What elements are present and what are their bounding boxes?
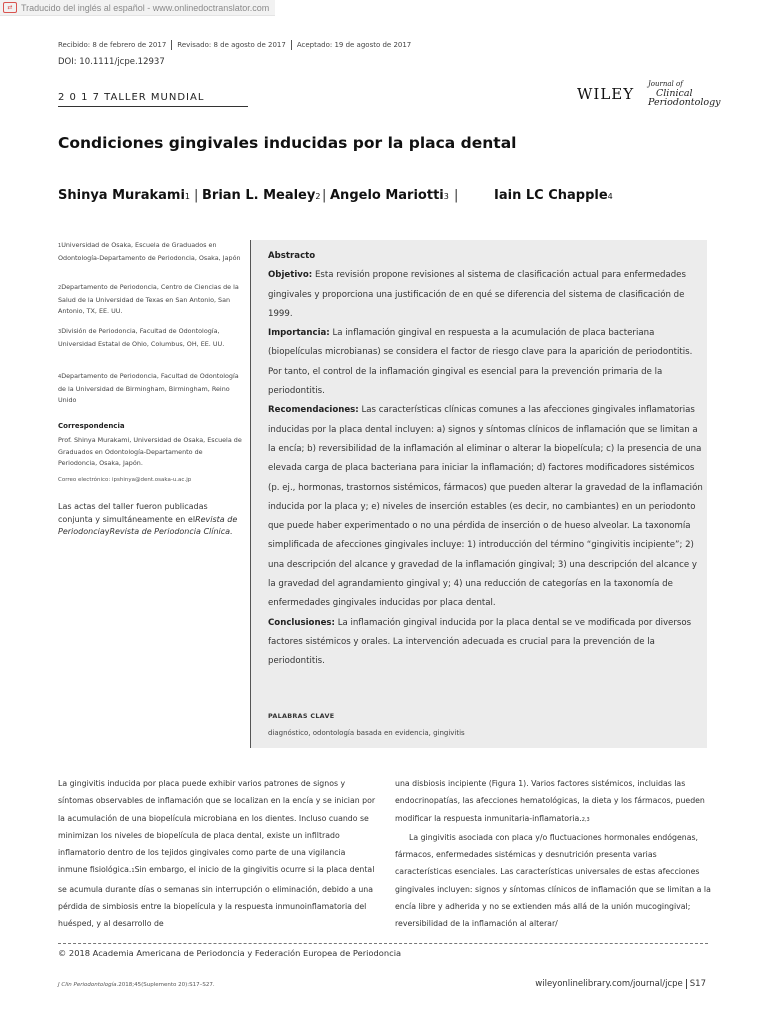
journal-logo-line1: Journal of: [648, 80, 683, 88]
citation-ref[interactable]: 1: [131, 868, 135, 875]
doi: DOI: 10.1111/jcpe.12937: [58, 57, 165, 67]
abstract-text: La inflamación gingival en respuesta a la acumulación de placa bacteriana (biopelículas microbianas) se considera el factor de riesgo clave para la aparición de periodontitis. Por tanto, el control de la inflamación gingival es esencial para la prevención primaria de la periodontitis.: [268, 328, 693, 397]
author-separator: |: [454, 188, 459, 203]
body-column-right: [395, 775, 713, 933]
abstract-recommendations: [268, 401, 704, 613]
author-1: [58, 188, 190, 203]
author-affil-num: 1: [184, 192, 190, 201]
article-dates: [58, 40, 416, 50]
affiliation-num: 2: [58, 285, 62, 291]
keywords-heading: PALABRAS CLAVE: [268, 712, 335, 720]
author-name: Iain LC Chapple: [494, 188, 608, 203]
article-title: Condiciones gingivales inducidas por la placa dental: [58, 134, 517, 152]
citation-ref[interactable]: 2,3: [581, 816, 590, 823]
translate-icon: ⇄: [3, 2, 17, 13]
citation-journal: J Clin Periodontología: [58, 982, 117, 988]
author-3: [330, 188, 449, 203]
keywords: diagnóstico, odontología basada en evidencia, gingivitis: [268, 729, 465, 737]
correspondence-email[interactable]: Correo electrónico: ipshinya@dent.osaka-u.ac.jp: [58, 477, 192, 483]
body-text: La gingivitis asociada con placa y/o fluctuaciones hormonales endógenas, fármacos, enfermedades sistémicas y desnutrición presenta varias características esenciales. Las características universales de estas afecciones gingivales incluyen: signos y síntomas clínicos de inflamación que se limitan a la encía libre y adherida y no se extienden más allá de la unión mucogingival; reversibilidad de la inflamación al alterar/: [395, 832, 711, 929]
abstract-text: Las características clínicas comunes a las afecciones gingivales inflamatorias inducidas por la placa dental incluyen: a) signos y síntomas clínicos de inflamación que se limitan a la encía; b) reversibilidad de la inflamación al eliminar o alterar la biopelícula; c) la presencia de una elevada carga de placa bacteriana para iniciar la inflamación; d) factores modificadores sistémicos (p. ej., hormonas, trastornos sistémicos, fármacos) que pueden alterar la gravedad de la inflamación inducida por la placa y; e) niveles de inserción estables (es decir, no cambiantes) en un periodonto que puede haber experimentado o no una pérdida de inserción o de hueso alveolar. La taxonomía simplificada de afecciones gingivales incluye: 1) introducción del término “gingivitis incipiente”; 2) una descripción del alcance y gravedad de la inflamación gingival; 3) una descripción del alcance y la gravedad del agrandamiento gingival y; 4) una reducción de categorías en la taxonomía de enfermedades gingivales inducidas por placa dental.: [268, 405, 703, 609]
abstract-content: [268, 247, 704, 672]
site-link[interactable]: wileyonlinelibrary.com/journal/jcpe: [535, 979, 683, 989]
author-affil-num: 3: [443, 192, 449, 201]
abstract-label: Recomendaciones:: [268, 405, 359, 416]
proceedings-journal-1: Revista de Periodoncia: [58, 514, 238, 537]
affiliation-3: [58, 326, 243, 350]
affiliation-4: [58, 371, 243, 407]
author-name: Angelo Mariotti: [330, 188, 444, 203]
proceedings-text: Las actas del taller fueron publicadas conjunta y simultáneamente en el: [58, 502, 208, 524]
publisher-logo: WILEY: [577, 85, 635, 103]
proceedings-journal-2: Revista de Periodoncia Clínica.: [109, 527, 233, 537]
affiliation-num: 4: [58, 374, 62, 380]
author-name: Shinya Murakami: [58, 188, 185, 203]
body-text: Sin embargo, el inicio de la gingivitis ocurre si la placa dental se acumula durante días o semanas sin interrupción o eliminación, debido a una pérdida de simbiosis entre la biopelícula y la respuesta inmunoinflamatoria del huésped, y al desarrollo de: [58, 865, 375, 929]
footer-site: [535, 979, 706, 989]
revised-date: Revisado: 8 de agosto de 2017: [171, 40, 291, 50]
received-date: Recibido: 8 de febrero de 2017: [58, 41, 167, 49]
journal-logo: [648, 80, 721, 107]
author-list: [58, 188, 618, 206]
affiliation-num: 3: [58, 329, 62, 335]
abstract-label: Objetivo:: [268, 270, 313, 281]
affiliation-text: División de Periodoncia, Facultad de Odontología, Universidad Estatal de Ohio, Columbus, OH, EE. UU.: [58, 327, 225, 348]
correspondence-body: Prof. Shinya Murakami, Universidad de Osaka, Escuela de Graduados en Odontología-Departamento de Periodoncia, Osaka, Japón.: [58, 436, 242, 467]
affiliation-text: Departamento de Periodoncia, Centro de Ciencias de la Salud de la Universidad de Texas en San Antonio, San Antonio, TX, EE. UU.: [58, 283, 239, 315]
abstract-objective: [268, 266, 704, 324]
citation: [58, 982, 215, 988]
citation-details: .2018;45(Suplemento 20):S17–S27.: [116, 982, 215, 988]
copyright: © 2018 Academia Americana de Periodoncia y Federación Europea de Periodoncia: [58, 948, 402, 958]
proceedings-note: [58, 501, 243, 539]
body-text: una disbiosis incipiente (Figura 1). Varios factores sistémicos, incluidas las endocrinopatías, las afecciones hematológicas, la dieta y los fármacos, pueden modificar la respuesta inmunitaria-inflamatoria.: [395, 779, 705, 823]
footer-divider: [58, 943, 708, 944]
author-name: Brian L. Mealey: [202, 188, 316, 203]
translator-banner[interactable]: [0, 0, 275, 16]
body-text: La gingivitis inducida por placa puede exhibir varios patrones de signos y síntomas observables de inflamación que se localizan en la encía y se inician por la acumulación de una biopelícula microbiana en los dientes. Incluso cuando se minimizan los niveles de biopelícula de placa dental, existe un infiltrado inflamatorio dentro de los tejidos gingivales como parte de una vigilancia inmune fisiológica.: [58, 779, 376, 875]
translator-link[interactable]: Traducido del inglés al español - www.onlinedoctranslator.com: [21, 2, 270, 13]
author-affil-num: 2: [315, 192, 321, 201]
journal-logo-line3: Periodontology: [648, 97, 721, 108]
journal-logo-line2: Clinical: [656, 88, 693, 99]
author-2: [202, 188, 320, 203]
proceedings-and: y: [104, 527, 110, 537]
abstract-label: Importancia:: [268, 328, 330, 339]
affiliation-1: [58, 240, 243, 264]
accepted-date: Aceptado: 19 de agosto de 2017: [291, 40, 416, 50]
footer-separator: [686, 979, 687, 989]
author-separator: |: [322, 188, 327, 203]
abstract-conclusions: [268, 614, 704, 672]
author-affil-num: 4: [607, 192, 613, 201]
abstract-box: [250, 240, 707, 748]
abstract-importance: [268, 324, 704, 401]
affiliation-text: Departamento de Periodoncia, Facultad de Odontología de la Universidad de Birmingham, Birmingham, Reino Unido: [58, 372, 239, 404]
affiliation-text: Universidad de Osaka, Escuela de Graduados en Odontología-Departamento de Periodoncia, Osaka, Japón: [58, 241, 241, 262]
author-4: [494, 188, 613, 203]
abstract-text: La inflamación gingival inducida por la placa dental se ve modificada por diversos factores sistémicos y orales. La intervención adecuada es crucial para la prevención de la periodontitis.: [268, 617, 692, 667]
abstract-title: Abstracto: [268, 251, 316, 261]
correspondence-heading: Correspondencia: [58, 422, 125, 430]
section-label: 2 0 1 7 TALLER MUNDIAL: [58, 92, 248, 107]
affiliation-2: [58, 282, 243, 318]
abstract-text: Esta revisión propone revisiones al sistema de clasificación actual para enfermedades gingivales y proporciona una justificación de en qué se diferencia del sistema de clasificación de 1999.: [268, 270, 686, 319]
affiliation-num: 1: [58, 243, 62, 249]
page-number: S17: [689, 979, 706, 989]
author-separator: |: [194, 188, 199, 203]
body-column-left: [58, 775, 376, 933]
abstract-label: Conclusiones:: [268, 617, 335, 628]
